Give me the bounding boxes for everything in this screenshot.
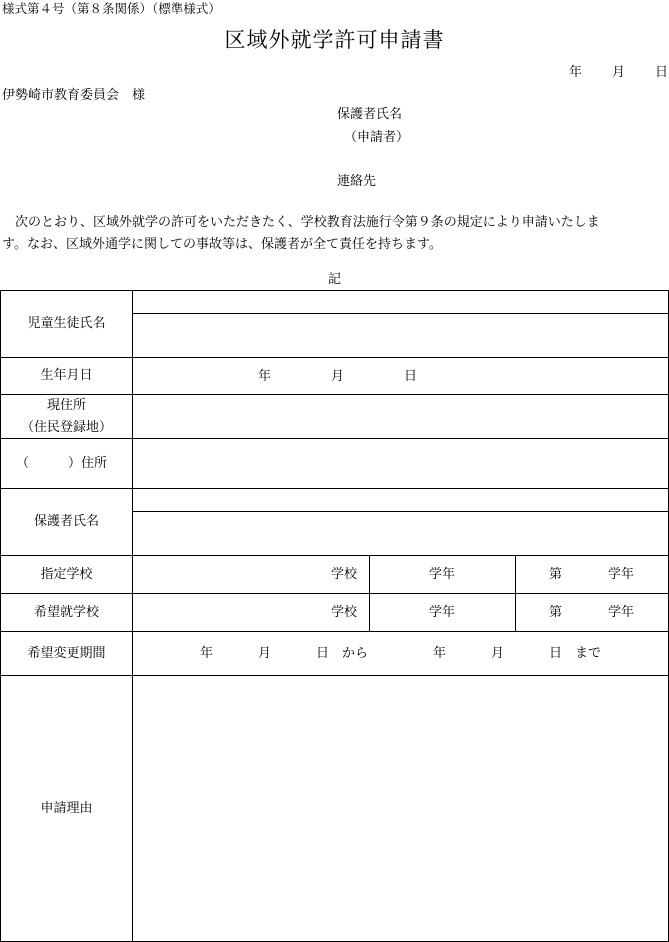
guardian-name-field[interactable] xyxy=(133,512,668,555)
declaration-line-1: 次のとおり、区域外就学の許可をいただきたく、学校教育法施行令第９条の規定により申請いたしま xyxy=(2,215,600,230)
grade-column-divider xyxy=(515,555,516,631)
period-end-month: 月 xyxy=(491,646,505,661)
birth-month-label: 月 xyxy=(331,369,345,384)
designated-grade-label: 学年 xyxy=(429,567,456,582)
desired-dai-label: 第 xyxy=(549,605,563,620)
period-end-day: 日 まで xyxy=(549,646,602,661)
desired-grade-label: 学年 xyxy=(429,605,456,620)
desired-school-label: 希望就学校 xyxy=(33,604,99,620)
contact-label: 連絡先 xyxy=(337,174,377,189)
date-year-label: 年 xyxy=(569,65,583,80)
other-address-field[interactable] xyxy=(133,439,668,488)
current-address-line1: 現住所 xyxy=(46,397,86,413)
ki-heading: 記 xyxy=(327,272,341,287)
date-month-label: 月 xyxy=(612,65,626,80)
current-address-field[interactable] xyxy=(133,395,668,438)
birthdate-label: 生年月日 xyxy=(40,368,93,383)
desired-grade-suffix: 学年 xyxy=(608,605,635,620)
student-furigana-field[interactable] xyxy=(133,291,668,313)
other-address-label: （ ）住所 xyxy=(16,456,108,471)
addressee: 伊勢崎市教育委員会 様 xyxy=(2,88,146,103)
designated-dai-label: 第 xyxy=(549,567,563,582)
student-name-field[interactable] xyxy=(133,314,668,357)
student-name-label: 児童生徒氏名 xyxy=(27,316,106,331)
guardian-furigana-field[interactable] xyxy=(133,489,668,511)
period-start-month: 月 xyxy=(258,646,272,661)
period-start-day: 日 から xyxy=(316,646,369,661)
period-start-year: 年 xyxy=(200,646,214,661)
designated-school-suffix: 学校 xyxy=(331,567,358,582)
desired-period-label: 希望変更期間 xyxy=(27,645,106,661)
designated-school-label: 指定学校 xyxy=(40,566,93,582)
application-table xyxy=(0,290,669,942)
designated-grade-suffix: 学年 xyxy=(608,567,635,582)
current-address-line2: （住民登録地） xyxy=(20,419,112,435)
applicant-label: （申請者） xyxy=(344,130,410,145)
guardian-name-label: 保護者氏名 xyxy=(337,107,403,122)
guardian-name-row-label: 保護者氏名 xyxy=(33,514,99,529)
school-column-divider xyxy=(369,555,370,631)
declaration-paragraph xyxy=(2,212,669,256)
period-end-year: 年 xyxy=(433,646,447,661)
date-day-label: 日 xyxy=(655,65,669,80)
reason-field[interactable] xyxy=(133,676,668,941)
birth-year-label: 年 xyxy=(258,369,272,384)
desired-school-suffix: 学校 xyxy=(331,605,358,620)
page-title: 区域外就学許可申請書 xyxy=(224,28,445,52)
current-address-label xyxy=(1,395,132,438)
reason-label: 申請理由 xyxy=(40,800,93,816)
birth-day-label: 日 xyxy=(404,369,418,384)
form-number-label: 様式第４号（第８条関係）（標準様式） xyxy=(2,1,221,16)
declaration-line-2: す。なお、区域外通学に関しての事故等は、保護者が全て責任を持ちます。 xyxy=(2,237,442,252)
